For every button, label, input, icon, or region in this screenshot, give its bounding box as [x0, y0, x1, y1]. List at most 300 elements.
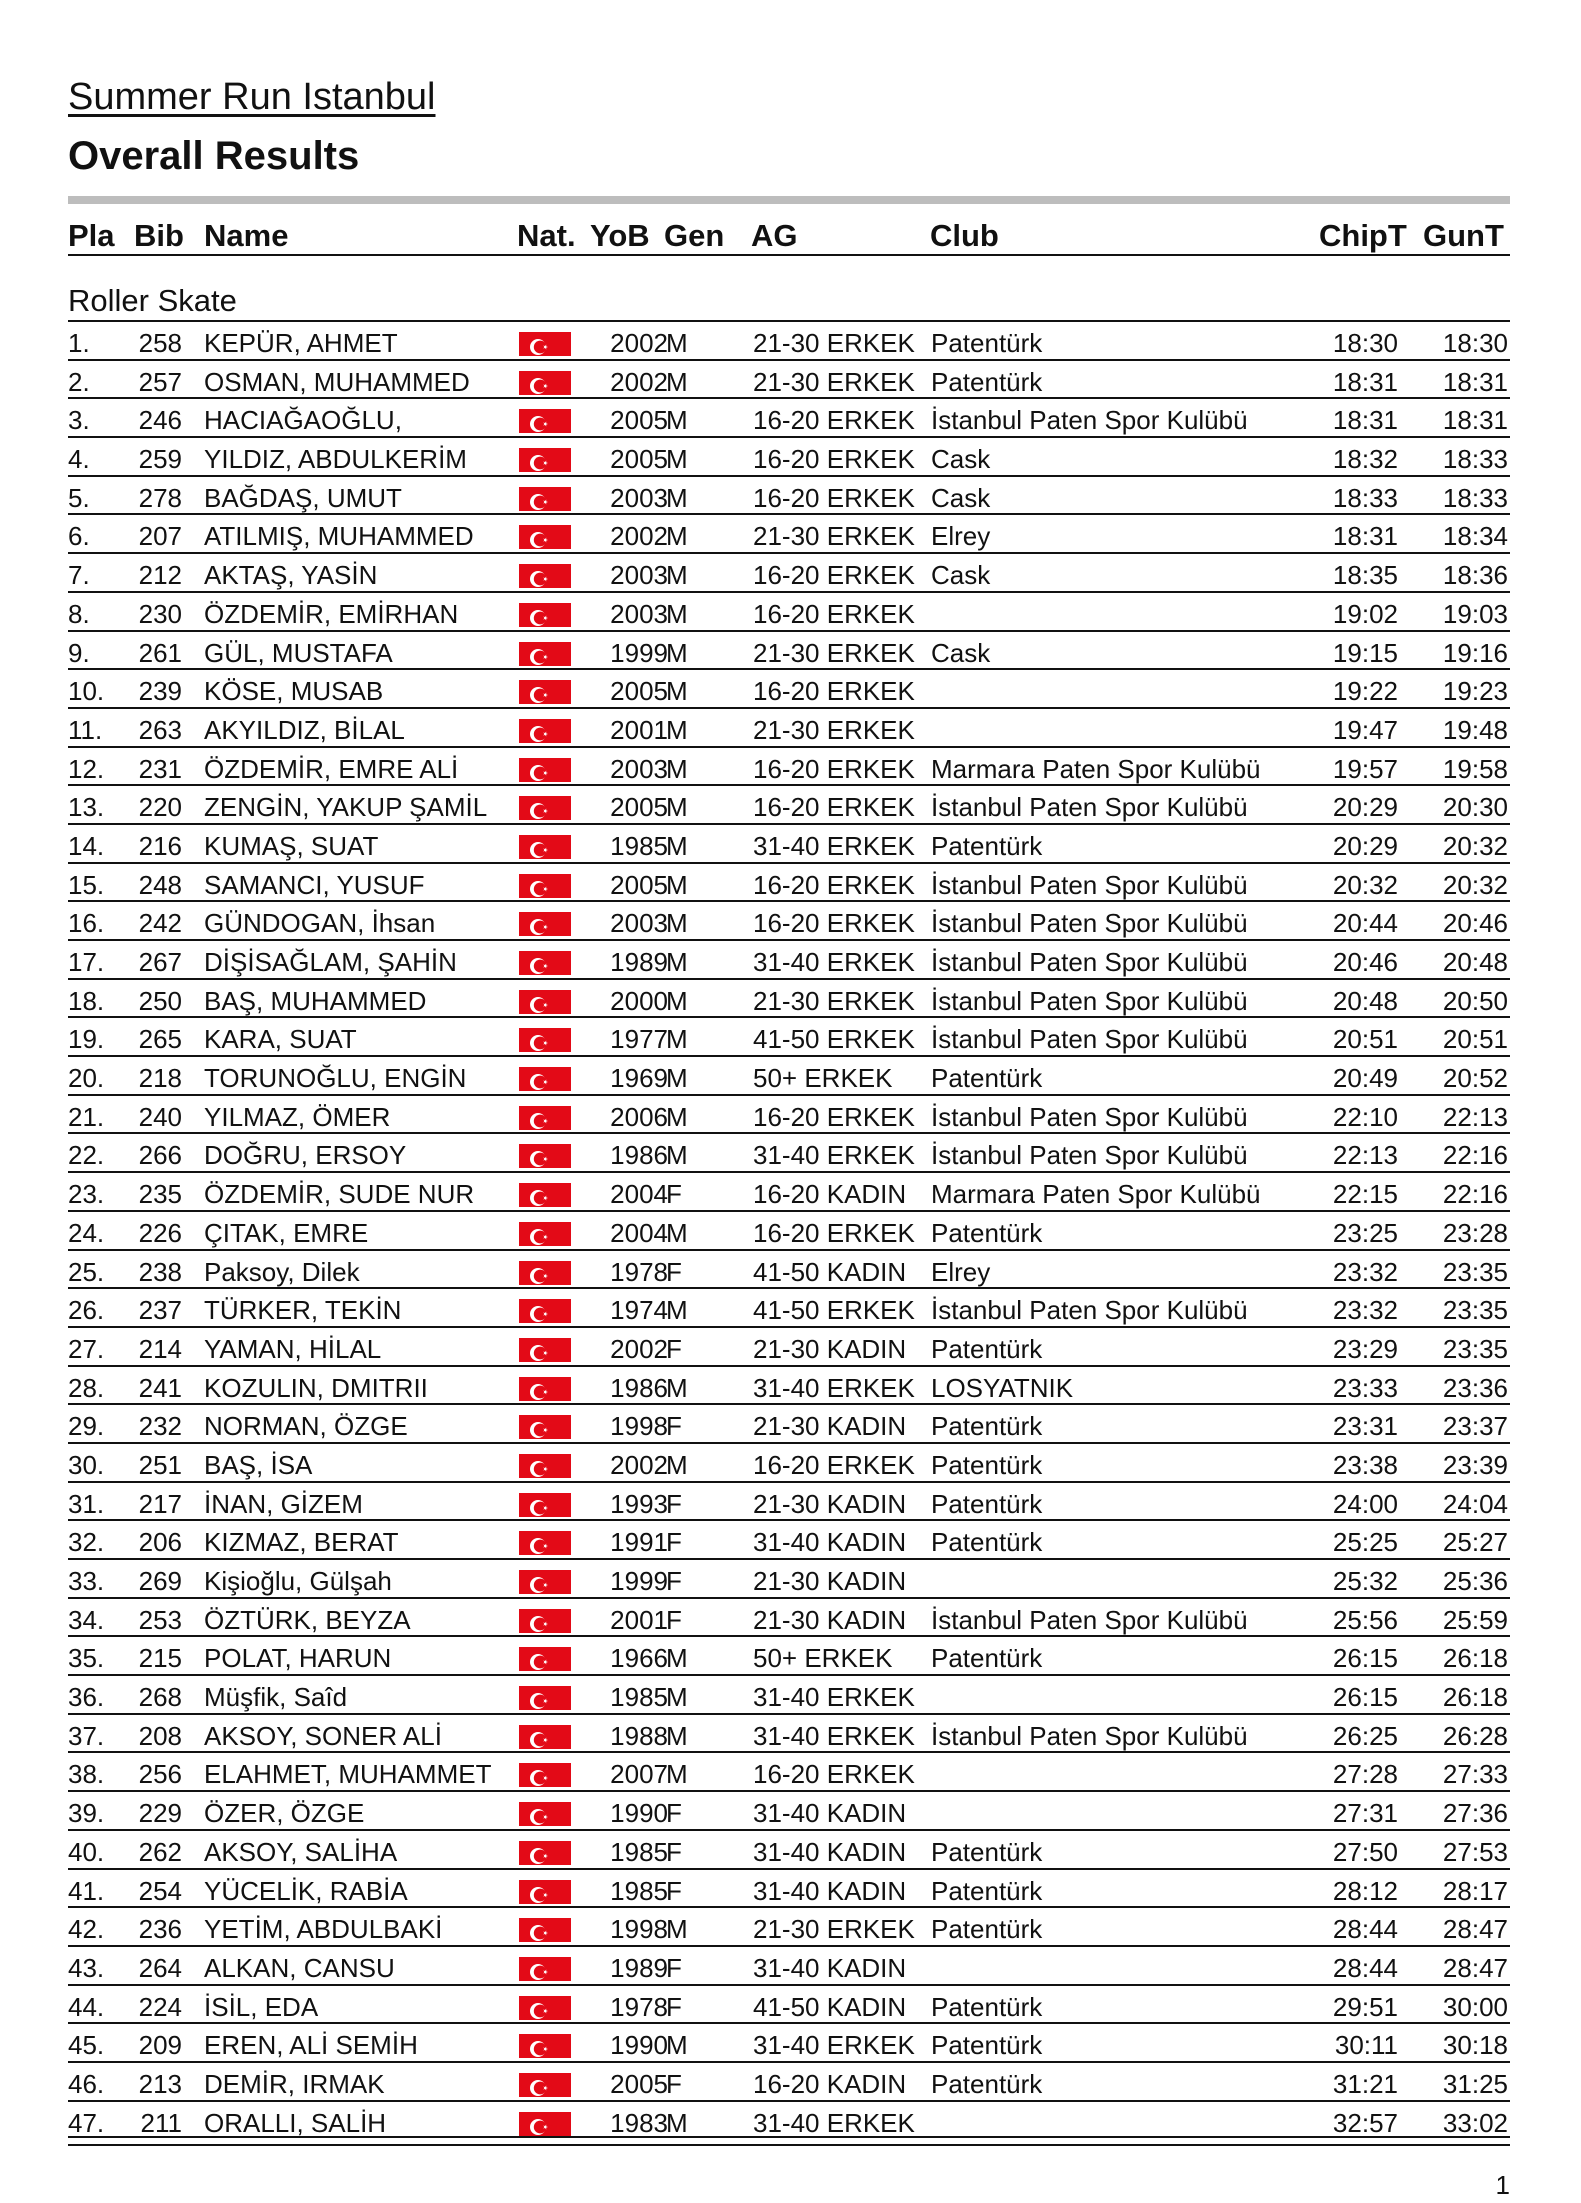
- chip-time-cell: 24:00: [1332, 1488, 1398, 1519]
- name-cell: KOZULIN, DMITRII: [204, 1372, 428, 1403]
- yob-cell: 2003: [610, 598, 668, 629]
- yob-cell: 2003: [610, 560, 668, 591]
- gun-time-cell: 27:53: [1442, 1836, 1508, 1867]
- yob-cell: 2004: [610, 1217, 668, 1248]
- gun-time-cell: 22:16: [1442, 1140, 1508, 1171]
- table-row: [68, 1016, 1510, 1055]
- name-cell: BAŞ, MUHAMMED: [204, 985, 427, 1016]
- gun-time-cell: 26:18: [1442, 1643, 1508, 1674]
- place-cell: 41.: [68, 1875, 105, 1906]
- gender-cell: F: [666, 1566, 682, 1596]
- turkey-flag-icon: [519, 1216, 571, 1246]
- turkey-flag-icon: [519, 1564, 571, 1594]
- name-cell: İSİL, EDA: [204, 1991, 319, 2022]
- gun-time-cell: 20:50: [1442, 985, 1508, 1016]
- name-cell: AKSOY, SONER ALİ: [204, 1720, 442, 1751]
- turkey-flag-icon: [519, 1061, 571, 1091]
- table-row: [68, 1945, 1510, 1984]
- gun-time-cell: 20:46: [1442, 908, 1508, 939]
- yob-cell: 2002: [610, 366, 668, 397]
- gun-time-cell: 28:47: [1442, 1914, 1508, 1945]
- gun-time-cell: 18:33: [1442, 482, 1508, 513]
- age-group-cell: 21-30 KADIN: [753, 1566, 907, 1596]
- age-group-cell: 31-40 ERKEK: [753, 1720, 915, 1751]
- table-row: [68, 939, 1510, 978]
- table-row: [68, 1713, 1510, 1752]
- club-cell: Patentürk: [931, 1914, 1043, 1945]
- turkey-flag-icon: [519, 1409, 571, 1439]
- turkey-flag-icon: [519, 1022, 571, 1052]
- table-row: [68, 1597, 1510, 1636]
- gender-cell: M: [666, 714, 688, 745]
- gender-cell: M: [666, 444, 688, 475]
- yob-cell: 1985: [610, 1682, 668, 1713]
- table-row: [68, 1365, 1510, 1404]
- yob-cell: 1966: [610, 1643, 668, 1674]
- yob-cell: 2005: [610, 2068, 668, 2099]
- column-header-nat: Nat.: [517, 218, 576, 253]
- table-row: [68, 1249, 1510, 1288]
- place-cell: 24.: [68, 1217, 105, 1248]
- column-header-ag: AG: [751, 218, 798, 253]
- club-cell: Patentürk: [931, 1643, 1043, 1674]
- gender-cell: M: [666, 328, 688, 358]
- chip-time-cell: 20:32: [1332, 869, 1398, 900]
- age-group-cell: 16-20 ERKEK: [753, 676, 915, 707]
- report-title: Overall Results: [68, 134, 360, 178]
- turkey-flag-icon: [519, 1719, 571, 1749]
- turkey-flag-icon: [519, 1100, 571, 1130]
- gun-time-cell: 20:51: [1442, 1024, 1508, 1055]
- column-header-name: Name: [204, 218, 289, 253]
- chip-time-cell: 23:32: [1332, 1256, 1398, 1287]
- club-cell: İstanbul Paten Spor Kulübü: [931, 1720, 1248, 1751]
- bib-cell: 251: [138, 1449, 182, 1480]
- yob-cell: 1977: [610, 1024, 668, 1055]
- gun-time-cell: 18:36: [1442, 560, 1508, 591]
- yob-cell: 2004: [610, 1179, 668, 1210]
- bib-cell: 220: [138, 792, 182, 823]
- club-cell: Patentürk: [931, 1836, 1043, 1867]
- gun-time-cell: 22:13: [1442, 1101, 1508, 1132]
- gender-cell: M: [666, 1295, 688, 1326]
- club-cell: İstanbul Paten Spor Kulübü: [931, 1024, 1248, 1055]
- age-group-cell: 16-20 ERKEK: [753, 1759, 915, 1790]
- gun-time-cell: 23:37: [1442, 1411, 1508, 1442]
- place-cell: 40.: [68, 1836, 105, 1867]
- place-cell: 8.: [68, 598, 90, 629]
- age-group-cell: 41-50 ERKEK: [753, 1024, 915, 1055]
- age-group-cell: 16-20 ERKEK: [753, 1449, 915, 1480]
- turkey-flag-icon: [519, 984, 571, 1014]
- chip-time-cell: 27:31: [1332, 1798, 1398, 1829]
- gender-cell: M: [666, 1024, 688, 1055]
- yob-cell: 2003: [610, 908, 668, 939]
- bib-cell: 216: [138, 830, 182, 861]
- age-group-cell: 16-20 ERKEK: [753, 908, 915, 939]
- age-group-cell: 16-20 ERKEK: [753, 753, 915, 784]
- table-row: [68, 1442, 1510, 1481]
- place-cell: 10.: [68, 676, 105, 707]
- footer-divider: [68, 2144, 1510, 2146]
- name-cell: ZENGİN, YAKUP ŞAMİL: [204, 792, 488, 823]
- table-row: [68, 1790, 1510, 1829]
- gender-cell: F: [666, 1527, 682, 1558]
- bib-cell: 257: [138, 366, 182, 397]
- gun-time-cell: 27:33: [1442, 1759, 1508, 1790]
- turkey-flag-icon: [519, 519, 571, 549]
- bib-cell: 231: [138, 753, 182, 784]
- yob-cell: 1989: [610, 1952, 668, 1983]
- club-cell: LOSYATNIK: [931, 1372, 1074, 1403]
- bib-cell: 229: [138, 1798, 182, 1829]
- place-cell: 31.: [68, 1488, 105, 1519]
- bib-cell: 254: [138, 1875, 182, 1906]
- header-divider: [68, 196, 1510, 204]
- name-cell: BAĞDAŞ, UMUT: [204, 482, 402, 513]
- chip-time-cell: 31:21: [1332, 2068, 1398, 2099]
- name-cell: ÇITAK, EMRE: [204, 1217, 369, 1248]
- name-cell: AKTAŞ, YASİN: [204, 560, 378, 591]
- table-row: [68, 1558, 1510, 1597]
- turkey-flag-icon: [519, 945, 571, 975]
- bib-cell: 207: [138, 521, 182, 552]
- gender-cell: F: [666, 1836, 682, 1867]
- name-cell: İNAN, GİZEM: [204, 1488, 363, 1519]
- name-cell: TÜRKER, TEKİN: [204, 1295, 402, 1326]
- yob-cell: 2005: [610, 444, 668, 475]
- chip-time-cell: 26:15: [1332, 1682, 1398, 1713]
- club-cell: İstanbul Paten Spor Kulübü: [931, 792, 1248, 823]
- yob-cell: 1990: [610, 2030, 668, 2061]
- turkey-flag-icon: [519, 1990, 571, 2020]
- place-cell: 30.: [68, 1449, 105, 1480]
- age-group-cell: 16-20 KADIN: [753, 2068, 907, 2099]
- gun-time-cell: 18:33: [1442, 444, 1508, 475]
- age-group-cell: 16-20 ERKEK: [753, 869, 915, 900]
- turkey-flag-icon: [519, 1293, 571, 1323]
- place-cell: 19.: [68, 1024, 105, 1055]
- table-row: [68, 1132, 1510, 1171]
- bib-cell: 208: [138, 1720, 182, 1751]
- yob-cell: 1999: [610, 637, 668, 668]
- column-header-pla: Pla: [68, 218, 115, 253]
- yob-cell: 1985: [610, 1836, 668, 1867]
- chip-time-cell: 20:46: [1332, 947, 1398, 977]
- gun-time-cell: 23:28: [1442, 1217, 1508, 1248]
- gender-cell: F: [666, 1991, 682, 2022]
- place-cell: 32.: [68, 1527, 105, 1558]
- gender-cell: M: [666, 676, 688, 707]
- column-header-bib: Bib: [134, 218, 184, 253]
- club-cell: Marmara Paten Spor Kulübü: [931, 753, 1261, 784]
- table-row: [68, 320, 1510, 359]
- turkey-flag-icon: [519, 1835, 571, 1865]
- place-cell: 25.: [68, 1256, 105, 1287]
- gun-time-cell: 20:32: [1442, 869, 1508, 900]
- name-cell: OSMAN, MUHAMMED: [204, 366, 470, 397]
- club-cell: Patentürk: [931, 830, 1043, 861]
- chip-time-cell: 18:31: [1332, 405, 1398, 436]
- age-group-cell: 31-40 ERKEK: [753, 947, 915, 977]
- club-cell: Cask: [931, 637, 991, 668]
- age-group-cell: 41-50 KADIN: [753, 1256, 907, 1287]
- name-cell: YETİM, ABDULBAKİ: [204, 1914, 443, 1945]
- yob-cell: 2003: [610, 482, 668, 513]
- place-cell: 42.: [68, 1914, 105, 1945]
- chip-time-cell: 20:49: [1332, 1063, 1398, 1094]
- place-cell: 1.: [68, 328, 90, 358]
- age-group-cell: 31-40 ERKEK: [753, 2030, 915, 2061]
- table-row: [68, 397, 1510, 436]
- table-row: [68, 1326, 1510, 1365]
- age-group-cell: 50+ ERKEK: [753, 1643, 893, 1674]
- club-cell: Patentürk: [931, 2030, 1043, 2061]
- turkey-flag-icon: [519, 1448, 571, 1478]
- gun-time-cell: 31:25: [1442, 2068, 1508, 2099]
- yob-cell: 1978: [610, 1991, 668, 2022]
- gun-time-cell: 20:52: [1442, 1063, 1508, 1094]
- gender-cell: M: [666, 1063, 688, 1094]
- table-row: [68, 1094, 1510, 1133]
- gun-time-cell: 19:23: [1442, 676, 1508, 707]
- gender-cell: M: [666, 2107, 688, 2138]
- name-cell: DOĞRU, ERSOY: [204, 1140, 407, 1171]
- age-group-cell: 31-40 KADIN: [753, 1836, 907, 1867]
- turkey-flag-icon: [519, 1951, 571, 1981]
- name-cell: NORMAN, ÖZGE: [204, 1411, 408, 1442]
- gender-cell: F: [666, 1952, 682, 1983]
- turkey-flag-icon: [519, 1796, 571, 1826]
- age-group-cell: 31-40 ERKEK: [753, 1372, 915, 1403]
- age-group-cell: 16-20 ERKEK: [753, 1101, 915, 1132]
- gun-time-cell: 28:17: [1442, 1875, 1508, 1906]
- place-cell: 39.: [68, 1798, 105, 1829]
- place-cell: 11.: [68, 714, 103, 745]
- name-cell: YAMAN, HİLAL: [204, 1333, 382, 1364]
- table-row: [68, 1519, 1510, 1558]
- gender-cell: F: [666, 1411, 682, 1442]
- club-cell: İstanbul Paten Spor Kulübü: [931, 1101, 1248, 1132]
- gender-cell: F: [666, 2068, 682, 2099]
- turkey-flag-icon: [519, 713, 571, 743]
- gender-cell: M: [666, 753, 688, 784]
- gun-time-cell: 22:16: [1442, 1179, 1508, 1210]
- chip-time-cell: 26:25: [1332, 1720, 1398, 1751]
- chip-time-cell: 25:25: [1332, 1527, 1398, 1558]
- gender-cell: M: [666, 1643, 688, 1674]
- bib-cell: 230: [138, 598, 182, 629]
- name-cell: KIZMAZ, BERAT: [204, 1527, 399, 1558]
- age-group-cell: 21-30 KADIN: [753, 1411, 907, 1442]
- place-cell: 9.: [68, 637, 90, 668]
- turkey-flag-icon: [519, 365, 571, 395]
- turkey-flag-icon: [519, 1255, 571, 1285]
- table-row: [68, 552, 1510, 591]
- bib-cell: 258: [138, 328, 182, 358]
- bib-cell: 263: [138, 714, 182, 745]
- age-group-cell: 21-30 ERKEK: [753, 714, 915, 745]
- section-title: Roller Skate: [68, 283, 237, 318]
- turkey-flag-icon: [519, 1603, 571, 1633]
- table-row: [68, 746, 1510, 785]
- yob-cell: 1993: [610, 1488, 668, 1519]
- chip-time-cell: 18:35: [1332, 560, 1398, 591]
- table-row: [68, 668, 1510, 707]
- gun-time-cell: 18:30: [1442, 328, 1508, 358]
- chip-time-cell: 20:29: [1332, 830, 1398, 861]
- gender-cell: M: [666, 830, 688, 861]
- club-cell: Patentürk: [931, 1527, 1043, 1558]
- gender-cell: M: [666, 792, 688, 823]
- gender-cell: M: [666, 598, 688, 629]
- age-group-cell: 50+ ERKEK: [753, 1063, 893, 1094]
- bib-cell: 269: [138, 1566, 182, 1596]
- club-cell: İstanbul Paten Spor Kulübü: [931, 908, 1248, 939]
- turkey-flag-icon: [519, 1371, 571, 1401]
- table-row: [68, 707, 1510, 746]
- gun-time-cell: 26:18: [1442, 1682, 1508, 1713]
- bib-cell: 278: [138, 482, 182, 513]
- chip-time-cell: 25:32: [1332, 1566, 1398, 1596]
- bib-cell: 250: [138, 985, 182, 1016]
- name-cell: ÖZDEMİR, EMRE ALİ: [204, 753, 459, 784]
- table-row: [68, 862, 1510, 901]
- table-row: [68, 1829, 1510, 1868]
- table-row: [68, 359, 1510, 398]
- name-cell: TORUNOĞLU, ENGİN: [204, 1063, 467, 1094]
- age-group-cell: 31-40 ERKEK: [753, 830, 915, 861]
- bib-cell: 266: [138, 1140, 182, 1171]
- name-cell: ELAHMET, MUHAMMET: [204, 1759, 492, 1790]
- gun-time-cell: 27:36: [1442, 1798, 1508, 1829]
- chip-time-cell: 26:15: [1332, 1643, 1398, 1674]
- turkey-flag-icon: [519, 790, 571, 820]
- turkey-flag-icon: [519, 1487, 571, 1517]
- table-row: [68, 1635, 1510, 1674]
- gender-cell: M: [666, 366, 688, 397]
- age-group-cell: 21-30 KADIN: [753, 1333, 907, 1364]
- chip-time-cell: 18:33: [1332, 482, 1398, 513]
- bib-cell: 262: [138, 1836, 182, 1867]
- event-title: Summer Run Istanbul: [68, 76, 436, 118]
- chip-time-cell: 29:51: [1332, 1991, 1398, 2022]
- chip-time-cell: 19:57: [1332, 753, 1398, 784]
- gender-cell: M: [666, 2030, 688, 2061]
- gun-time-cell: 20:48: [1442, 947, 1508, 977]
- bib-cell: 239: [138, 676, 182, 707]
- club-cell: Patentürk: [931, 1411, 1043, 1442]
- turkey-flag-icon: [519, 868, 571, 898]
- chip-time-cell: 18:30: [1332, 328, 1398, 358]
- gun-time-cell: 19:48: [1442, 714, 1508, 745]
- table-row: [68, 1751, 1510, 1790]
- place-cell: 15.: [68, 869, 105, 900]
- bib-cell: 213: [138, 2068, 182, 2099]
- table-row: [68, 1984, 1510, 2023]
- name-cell: ÖZDEMİR, EMİRHAN: [204, 598, 459, 629]
- bib-cell: 211: [140, 2107, 182, 2138]
- gun-time-cell: 23:35: [1442, 1295, 1508, 1326]
- gender-cell: M: [666, 1140, 688, 1171]
- name-cell: YILMAZ, ÖMER: [204, 1101, 391, 1132]
- place-cell: 12.: [68, 753, 105, 784]
- table-row: [68, 1906, 1510, 1945]
- place-cell: 18.: [68, 985, 105, 1016]
- table-row: [68, 513, 1510, 552]
- yob-cell: 1998: [610, 1411, 668, 1442]
- gun-time-cell: 20:32: [1442, 830, 1508, 861]
- name-cell: Müşfik, Saîd: [204, 1682, 348, 1713]
- table-row: [68, 436, 1510, 475]
- age-group-cell: 16-20 ERKEK: [753, 792, 915, 823]
- age-group-cell: 41-50 KADIN: [753, 1991, 907, 2022]
- column-header-yob: YoB: [590, 218, 650, 253]
- column-header-gen: Gen: [664, 218, 725, 253]
- bib-cell: 248: [138, 869, 182, 900]
- gender-cell: M: [666, 869, 688, 900]
- gun-time-cell: 24:04: [1442, 1488, 1508, 1519]
- yob-cell: 2005: [610, 676, 668, 707]
- turkey-flag-icon: [519, 2106, 571, 2136]
- table-row: [68, 2022, 1510, 2061]
- turkey-flag-icon: [519, 1874, 571, 1904]
- bib-cell: 236: [138, 1914, 182, 1945]
- club-cell: İstanbul Paten Spor Kulübü: [931, 1295, 1248, 1326]
- club-cell: Marmara Paten Spor Kulübü: [931, 1179, 1261, 1210]
- place-cell: 34.: [68, 1604, 105, 1635]
- place-cell: 26.: [68, 1295, 105, 1326]
- age-group-cell: 21-30 ERKEK: [753, 985, 915, 1016]
- place-cell: 4.: [68, 444, 90, 475]
- gun-time-cell: 28:47: [1442, 1952, 1508, 1983]
- place-cell: 13.: [68, 792, 105, 823]
- club-cell: Patentürk: [931, 1217, 1043, 1248]
- chip-time-cell: 18:31: [1332, 366, 1398, 397]
- turkey-flag-icon: [519, 1641, 571, 1671]
- gender-cell: M: [666, 985, 688, 1016]
- table-row: [68, 1868, 1510, 1907]
- bib-cell: 264: [138, 1952, 182, 1983]
- age-group-cell: 16-20 ERKEK: [753, 444, 915, 475]
- gender-cell: M: [666, 1217, 688, 1248]
- chip-time-cell: 23:31: [1332, 1411, 1398, 1442]
- gender-cell: M: [666, 1759, 688, 1790]
- club-cell: İstanbul Paten Spor Kulübü: [931, 947, 1248, 977]
- yob-cell: 2002: [610, 521, 668, 552]
- gun-time-cell: 26:28: [1442, 1720, 1508, 1751]
- club-cell: Patentürk: [931, 1875, 1043, 1906]
- yob-cell: 1990: [610, 1798, 668, 1829]
- table-row: [68, 1210, 1510, 1249]
- place-cell: 43.: [68, 1952, 105, 1983]
- gender-cell: M: [666, 947, 688, 977]
- chip-time-cell: 22:15: [1332, 1179, 1398, 1210]
- place-cell: 2.: [68, 366, 90, 397]
- chip-time-cell: 27:28: [1332, 1759, 1398, 1790]
- yob-cell: 2002: [610, 328, 668, 358]
- turkey-flag-icon: [519, 674, 571, 704]
- table-row: [68, 1055, 1510, 1094]
- name-cell: POLAT, HARUN: [204, 1643, 392, 1674]
- name-cell: YÜCELİK, RABİA: [204, 1875, 408, 1906]
- name-cell: Paksoy, Dilek: [204, 1256, 360, 1287]
- age-group-cell: 31-40 KADIN: [753, 1527, 907, 1558]
- name-cell: AKYILDIZ, BİLAL: [204, 714, 405, 745]
- turkey-flag-icon: [519, 829, 571, 859]
- place-cell: 37.: [68, 1720, 105, 1751]
- bib-cell: 265: [138, 1024, 182, 1055]
